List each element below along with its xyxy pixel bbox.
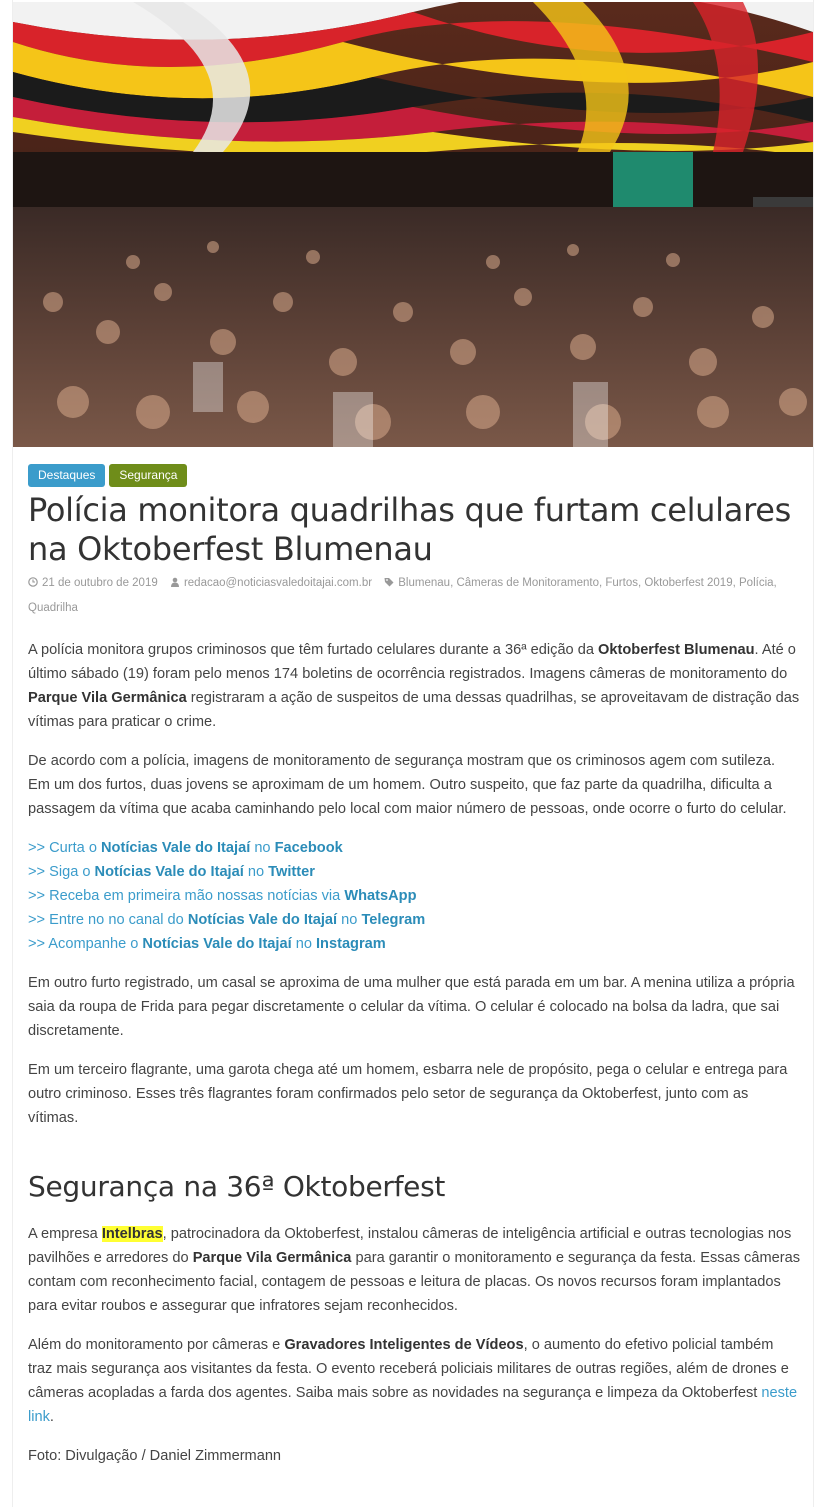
link-network: Twitter	[268, 864, 315, 880]
link-network: Telegram	[361, 912, 426, 928]
clock-icon	[28, 577, 38, 587]
post-date-text: 21 de outubro de 2019	[42, 577, 158, 589]
paragraph-5	[28, 1222, 800, 1318]
category-destaques[interactable]: Destaques	[28, 464, 105, 487]
neste-link[interactable]: neste link	[28, 1385, 798, 1425]
link-text: no	[337, 912, 362, 928]
tag-link-oktoberfest-2019[interactable]: Oktoberfest 2019	[644, 577, 733, 589]
link-telegram[interactable]	[28, 908, 800, 932]
tag-icon	[384, 577, 394, 587]
bold-text: Gravadores Inteligentes de Vídeos	[284, 1337, 524, 1353]
link-facebook[interactable]	[28, 836, 800, 860]
paragraph-6	[28, 1333, 800, 1429]
link-twitter[interactable]	[28, 860, 800, 884]
text: A polícia monitora grupos criminosos que têm furtado celulares durante a 36ª edição da	[28, 642, 599, 658]
link-instagram[interactable]	[28, 932, 800, 956]
text: A empresa	[28, 1226, 102, 1242]
link-network: Facebook	[274, 840, 343, 856]
link-brand: Notícias Vale do Itajaí	[142, 936, 292, 952]
social-links	[28, 836, 800, 956]
text: .	[49, 1409, 54, 1425]
link-network: Instagram	[316, 936, 386, 952]
photo-credit: Foto: Divulgação / Daniel Zimmermann	[28, 1448, 282, 1464]
link-text: no	[250, 840, 275, 856]
text: . Até o último sábado (19) foram pelo menos 174 boletins de ocorrência registrados. Imagens câmeras de monitoramento do	[28, 642, 796, 682]
post-date[interactable]	[28, 577, 161, 589]
article-title: Polícia monitora quadrilhas que furtam celulares na Oktoberfest Blumenau	[28, 491, 791, 568]
link-text: no	[291, 936, 316, 952]
text: , o aumento do efetivo policial também traz mais segurança aos visitantes da festa. O evento receberá policiais militares de outras regiões, além de drones e câmeras acopladas a farda dos agentes. Saiba mais sobre as novidades na segurança e limpeza da Oktoberfest	[28, 1337, 789, 1401]
link-brand: Notícias Vale do Itajaí	[187, 912, 338, 928]
post-author[interactable]	[170, 577, 375, 589]
user-icon	[170, 577, 180, 587]
highlighted-text: Intelbras	[101, 1226, 163, 1242]
paragraph-4: Em um terceiro flagrante, uma garota chega até um homem, esbarra nele de propósito, pega o celular e entrega para outro criminoso. Esses três flagrantes foram confirmados pelo setor de segurança da Oktoberfest, junto com as vítimas.	[28, 1062, 788, 1126]
link-text: >> Acompanhe o	[28, 936, 143, 952]
article-meta	[28, 571, 798, 621]
link-whatsapp[interactable]	[28, 884, 800, 908]
tag-link-cameras[interactable]: Câmeras de Monitoramento	[456, 577, 599, 589]
category-seguranca[interactable]: Segurança	[109, 464, 187, 487]
bold-text: Oktoberfest Blumenau	[598, 642, 755, 658]
text: , patrocinadora da Oktoberfest, instalou câmeras de inteligência artificial e outras tecnologias nos pavilhões e arredores do	[28, 1226, 792, 1266]
oktoberfest-crowd-photo	[13, 2, 813, 447]
link-network: WhatsApp	[344, 888, 417, 904]
text: Além do monitoramento por câmeras e	[28, 1337, 285, 1353]
bold-text: Parque Vila Germânica	[28, 690, 187, 706]
section-heading: Segurança na 36ª Oktoberfest	[28, 1170, 446, 1203]
link-text: >> Curta o	[28, 840, 102, 856]
category-badges	[28, 464, 187, 487]
link-text: no	[243, 864, 269, 880]
paragraph-2: De acordo com a polícia, imagens de monitoramento de segurança mostram que os criminosos agem com sutileza. Em um dos furtos, duas jovens se aproximam de um homem. Outro suspeito, que faz parte da quadrilha, dificulta a passagem da vítima que acaba caminhando pelo local com maior número de pessoas, onde ocorre o furto do celular.	[28, 753, 787, 817]
tag-link-policia[interactable]: Polícia	[739, 577, 774, 589]
bold-text: Parque Vila Germânica	[192, 1250, 352, 1266]
post-tags: Blumenau, Câmeras de Monitoramento, Furtos, Oktoberfest 2019, Polícia, Quadrilha	[28, 577, 777, 614]
paragraph-3: Em outro furto registrado, um casal se aproxima de uma mulher que está parada em um bar. A menina utiliza a própria saia da roupa de Frida para pegar discretamente o celular da vítima. O celular é colocado na bolsa da ladra, que sai discretamente.	[28, 975, 795, 1039]
link-text: >> Siga o	[28, 864, 95, 880]
post-author-text: redacao@noticiasvaledoitajai.com.br	[183, 577, 373, 589]
tag-link-blumenau[interactable]: Blumenau	[398, 577, 451, 589]
tag-link-furtos[interactable]: Furtos	[605, 577, 638, 589]
article-body	[28, 638, 800, 1483]
link-text: >> Entre no no canal do	[28, 912, 188, 928]
text: registraram a ação de suspeitos de uma dessas quadrilhas, se aproveitavam de distração das vítimas para praticar o crime.	[28, 690, 800, 730]
featured-image[interactable]	[13, 2, 813, 447]
text: para garantir o monitoramento e segurança da festa. Essas câmeras contam com reconhecimento facial, contagem de pessoas e leitura de placas. Os novos recursos foram implantados para evitar roubos e assegurar que infratores sejam reconhecidos.	[28, 1250, 801, 1314]
link-brand: Notícias Vale do Itajaí	[94, 864, 244, 880]
link-text: >> Receba em primeira mão nossas notícias via	[28, 888, 345, 904]
paragraph-1	[28, 638, 800, 734]
tag-link-quadrilha[interactable]: Quadrilha	[28, 602, 78, 614]
link-brand: Notícias Vale do Itajaí	[101, 840, 251, 856]
